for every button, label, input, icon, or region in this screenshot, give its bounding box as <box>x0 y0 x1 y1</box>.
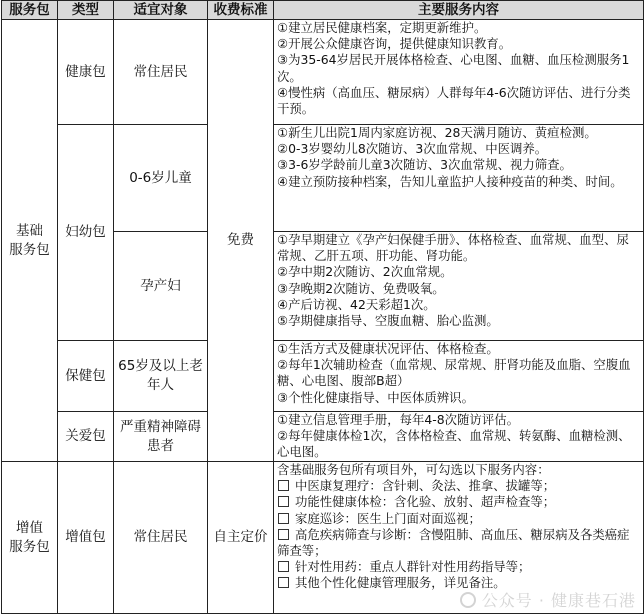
wechat-logo-icon <box>460 592 476 608</box>
target-value-added: 常住居民 <box>114 462 208 614</box>
checkbox-icon[interactable] <box>278 529 289 540</box>
content-line: ①孕早期建立《孕产妇保健手册》、体格检查、血常规、血型、尿常规、乙肝五项、肝功能、肾功能。 <box>277 232 629 264</box>
table-row <box>2 20 644 125</box>
checkbox-icon[interactable] <box>278 577 289 588</box>
content-line: ①建立居民健康档案，定期更新维护。 <box>277 20 487 35</box>
fee-self-priced: 自主定价 <box>208 462 274 614</box>
option-item: 高危疾病筛查与诊断：含慢阻肺、高血压、糖尿病及各类癌症筛查等； <box>277 526 630 559</box>
content-line: ③为35-64岁居民开展体格检查、心电图、血糖、血压检测服务1次。 <box>277 52 630 84</box>
option-item: 中医康复理疗：含针刺、灸法、推拿、拔罐等； <box>277 478 641 494</box>
content-line: ①新生儿出院1周内家庭访视、28天满月随访、黄疸检测。 <box>277 125 597 140</box>
content-line: ①生活方式及健康状况评估、体格检查。 <box>277 341 499 356</box>
checkbox-icon[interactable] <box>278 480 289 491</box>
content-line: ③3-6岁学龄前儿童3次随访、3次血常规、视力筛查。 <box>277 157 572 173</box>
option-item: 家庭巡诊：医生上门面对面巡视； <box>277 511 641 527</box>
header-target: 适宜对象 <box>114 1 208 20</box>
target-pregnant: 孕产妇 <box>114 232 208 341</box>
content-mental <box>274 412 644 462</box>
content-line: ④慢性病（高血压、糖尿病）人群每年4-6次随访评估、进行分类干预。 <box>277 84 631 117</box>
header-content: 主要服务内容 <box>274 1 644 20</box>
content-child <box>274 125 644 232</box>
content-intro: 含基础服务包所有项目外，可勾选以下服务内容： <box>277 462 550 477</box>
content-line: ③孕晚期2次随访、免费吸氧。 <box>277 280 445 296</box>
content-health <box>274 20 644 125</box>
watermark-text: 公众号 · 健康巷石港 <box>481 591 636 610</box>
target-mental: 严重精神障碍患者 <box>114 412 208 462</box>
header-row <box>2 1 644 20</box>
type-value-added: 增值包 <box>58 462 114 614</box>
watermark <box>460 588 636 611</box>
option-item: 功能性健康体检：含化验、放射、超声检查等； <box>277 494 641 510</box>
content-pregnant <box>274 232 644 341</box>
content-line: ④建立预防接种档案，告知儿童监护人接种疫苗的种类、时间。 <box>277 173 623 189</box>
content-line: ②每年1次辅助检查（血常规、尿常规、肝肾功能及血脂、空腹血糖、心电图、腹部B超） <box>277 357 631 389</box>
group-basic: 基础 服务包 <box>2 20 58 462</box>
type-care: 保健包 <box>58 341 114 412</box>
checkbox-icon[interactable] <box>278 496 289 507</box>
option-item: 其他个性化健康管理服务，详见备注。 <box>277 575 641 591</box>
content-line: ②0-3岁婴幼儿8次随访、3次血常规、中医调养。 <box>277 141 548 157</box>
header-type: 类型 <box>58 1 114 20</box>
target-health: 常住居民 <box>114 20 208 125</box>
content-line: ④产后访视、42天彩超1次。 <box>277 296 436 312</box>
table-row <box>2 341 644 412</box>
type-maternal-child: 妇幼包 <box>58 125 114 341</box>
content-line: ②孕中期2次随访、2次血常规。 <box>277 264 453 280</box>
content-line: ①建立信息管理手册，每年4-8次随访评估。 <box>277 412 519 427</box>
target-elderly: 65岁及以上老年人 <box>114 341 208 412</box>
target-child: 0-6岁儿童 <box>114 125 208 232</box>
group-value-added: 增值 服务包 <box>2 462 58 614</box>
content-line: ②开展公众健康咨询，提供健康知识教育。 <box>277 36 512 52</box>
fee-free: 免费 <box>208 20 274 462</box>
content-line: ⑤孕期健康指导、空腹血糖、胎心监测。 <box>277 313 499 329</box>
content-line: ③个性化健康指导、中医体质辨识。 <box>277 389 474 405</box>
content-line: ②每年健康体检1次，含体格检查、血常规、转氨酶、血糖检测、心电图。 <box>277 428 631 460</box>
header-fee: 收费标准 <box>208 1 274 20</box>
checkbox-icon[interactable] <box>278 513 289 524</box>
service-package-table <box>1 0 644 614</box>
checkbox-icon[interactable] <box>278 561 289 572</box>
table-row <box>2 125 644 232</box>
table-row <box>2 412 644 462</box>
type-concern: 关爱包 <box>58 412 114 462</box>
header-package: 服务包 <box>2 1 58 20</box>
option-item: 针对性用药：重点人群针对性用药指导等； <box>277 559 641 575</box>
content-elderly <box>274 341 644 412</box>
type-health: 健康包 <box>58 20 114 125</box>
